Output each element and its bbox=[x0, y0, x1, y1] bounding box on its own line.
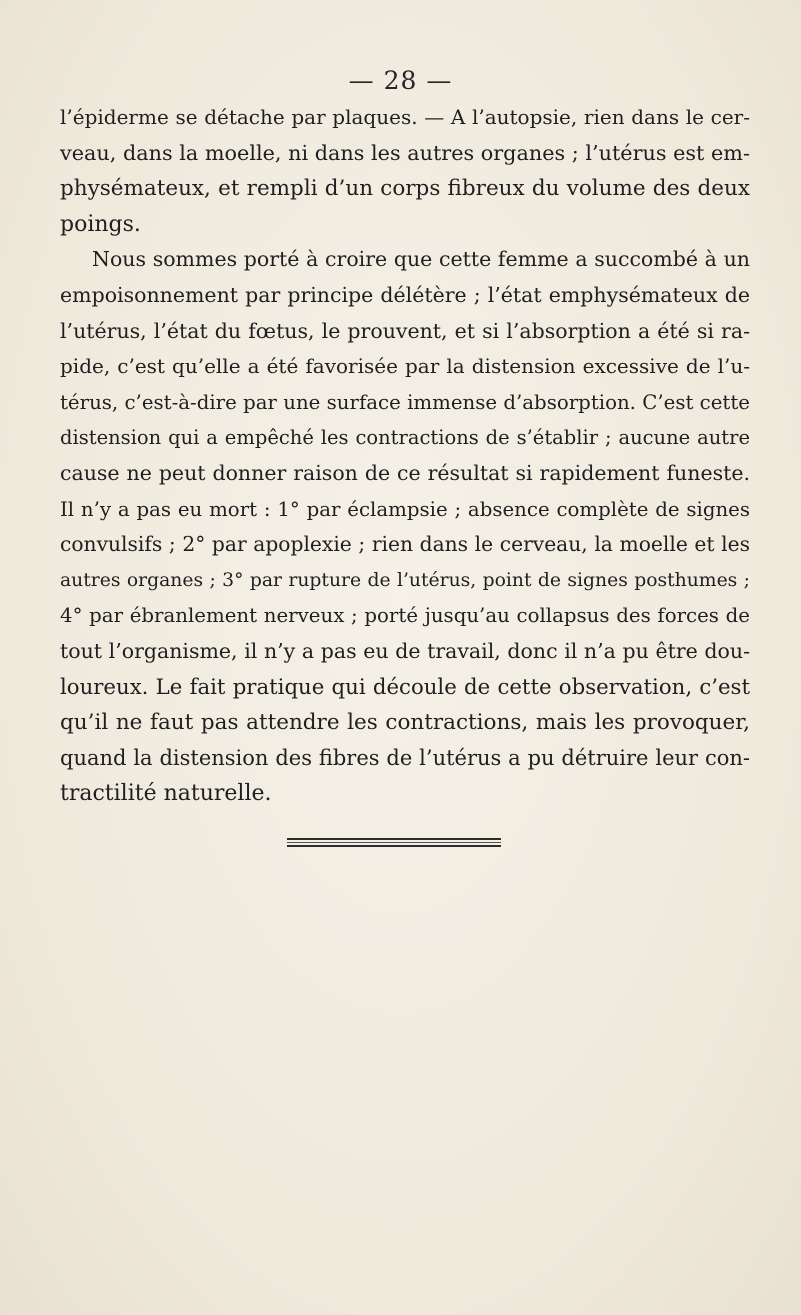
text-line: distension qui a empêché les contractions de s’établir ; aucune autre bbox=[60, 426, 750, 450]
text-line: qu’il ne faut pas attendre les contractions, mais les provoquer, bbox=[60, 710, 750, 736]
text-line: Il n’y a pas eu mort : 1° par éclampsie ; absence complète de signes bbox=[60, 497, 750, 521]
page-number: — 28 — bbox=[348, 66, 453, 95]
text-line: pide, c’est qu’elle a été favorisée par la distension excessive de l’u- bbox=[60, 354, 750, 379]
text-line: térus, c’est-à-dire par une surface immense d’absorption. C’est cette bbox=[60, 390, 750, 414]
text-line: l’utérus, l’état du fœtus, le prouvent, et si l’absorption a été si ra- bbox=[60, 318, 750, 343]
paragraph-start-line: Nous sommes porté à croire que cette femme a succombé à un bbox=[92, 247, 750, 272]
text-line: l’épiderme se détache par plaques. — A l’autopsie, rien dans le cer- bbox=[60, 105, 750, 129]
text-line: convulsifs ; 2° par apoplexie ; rien dans le cerveau, la moelle et les bbox=[60, 532, 750, 557]
text-line: empoisonnement par principe délétère ; l’état emphysémateux de bbox=[60, 282, 750, 307]
text-line: veau, dans la moelle, ni dans les autres organes ; l’utérus est em- bbox=[60, 140, 750, 165]
text-line: quand la distension des fibres de l’utérus a pu détruire leur con- bbox=[60, 745, 750, 770]
text-line: poings. bbox=[60, 211, 141, 237]
text-line: loureux. Le fait pratique qui découle de cette observation, c’est bbox=[60, 674, 750, 700]
text-line: autres organes ; 3° par rupture de l’utérus, point de signes posthumes ; bbox=[60, 569, 750, 591]
text-line: physémateux, et rempli d’un corps fibreux du volume des deux bbox=[60, 176, 750, 202]
section-end-rule bbox=[287, 838, 501, 847]
text-line: tractilité naturelle. bbox=[60, 781, 272, 807]
text-line: 4° par ébranlement nerveux ; porté jusqu’au collapsus des forces de bbox=[60, 604, 750, 628]
body-text bbox=[60, 100, 750, 812]
text-line: cause ne peut donner raison de ce résultat si rapidement funeste. bbox=[60, 460, 750, 485]
text-line: tout l’organisme, il n’y a pas eu de travail, donc il n’a pu être dou- bbox=[60, 638, 750, 663]
